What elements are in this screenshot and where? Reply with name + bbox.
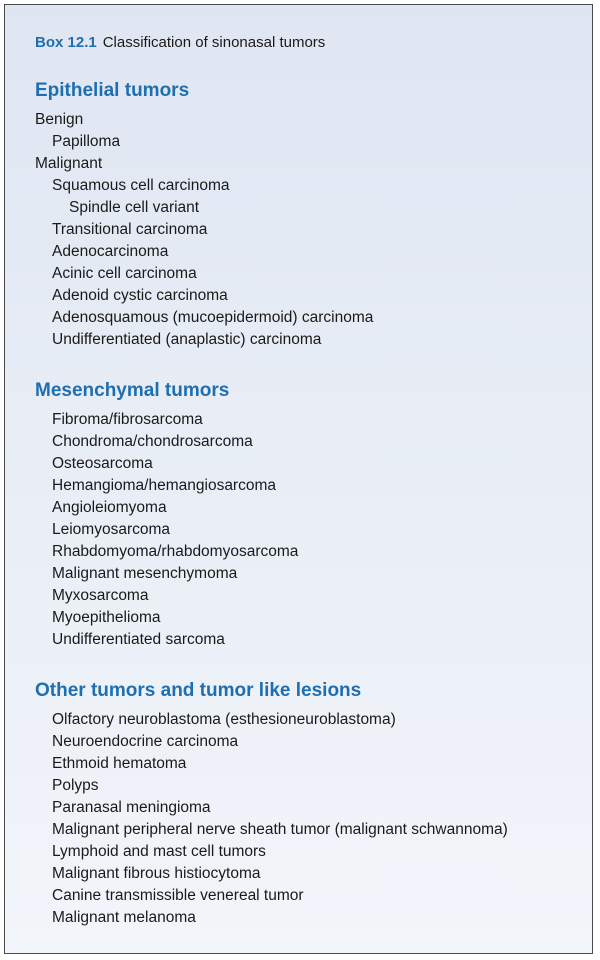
list-item: Adenoid cystic carcinoma [52, 287, 228, 304]
list-item: Myoepithelioma [52, 609, 161, 626]
list-item: Canine transmissible venereal tumor [52, 887, 304, 904]
list-item: Leiomyosarcoma [52, 521, 171, 538]
section-heading-epithelial: Epithelial tumors [35, 80, 190, 101]
box-caption [35, 34, 325, 51]
list-item: Olfactory neuroblastoma (esthesioneuroblastoma) [52, 711, 396, 728]
list-item: Malignant melanoma [52, 909, 196, 926]
list-item: Squamous cell carcinoma [52, 177, 230, 194]
list-item: Polyps [52, 777, 99, 794]
box-title: Classification of sinonasal tumors [102, 34, 326, 51]
list-item: Spindle cell variant [69, 199, 200, 216]
list-item: Undifferentiated sarcoma [52, 631, 225, 648]
list-item: Malignant peripheral nerve sheath tumor (malignant schwannoma) [52, 821, 508, 838]
list-item: Angioleiomyoma [52, 499, 167, 516]
section-heading-other: Other tumors and tumor like lesions [35, 680, 362, 701]
list-item: Neuroendocrine carcinoma [52, 733, 239, 750]
list-item: Osteosarcoma [52, 455, 153, 472]
list-item: Ethmoid hematoma [52, 755, 187, 772]
box-label: Box 12.1 [35, 34, 97, 51]
list-item: Papilloma [52, 133, 121, 150]
classification-box [4, 4, 593, 954]
section-heading-mesenchymal: Mesenchymal tumors [35, 380, 230, 401]
list-item: Rhabdomyoma/rhabdomyosarcoma [52, 543, 299, 560]
list-item: Acinic cell carcinoma [52, 265, 197, 282]
list-item: Undifferentiated (anaplastic) carcinoma [52, 331, 322, 348]
list-item: Malignant fibrous histiocytoma [52, 865, 261, 882]
list-item: Transitional carcinoma [52, 221, 208, 238]
list-item: Paranasal meningioma [52, 799, 211, 816]
list-item: Myxosarcoma [52, 587, 149, 604]
list-item: Chondroma/chondrosarcoma [52, 433, 253, 450]
list-item: Benign [35, 111, 84, 128]
list-item: Fibroma/fibrosarcoma [52, 411, 203, 428]
list-item: Malignant [35, 155, 103, 172]
list-item: Adenocarcinoma [52, 243, 169, 260]
list-item: Adenosquamous (mucoepidermoid) carcinoma [52, 309, 374, 326]
list-item: Lymphoid and mast cell tumors [52, 843, 266, 860]
list-item: Malignant mesenchymoma [52, 565, 238, 582]
list-item: Hemangioma/hemangiosarcoma [52, 477, 277, 494]
